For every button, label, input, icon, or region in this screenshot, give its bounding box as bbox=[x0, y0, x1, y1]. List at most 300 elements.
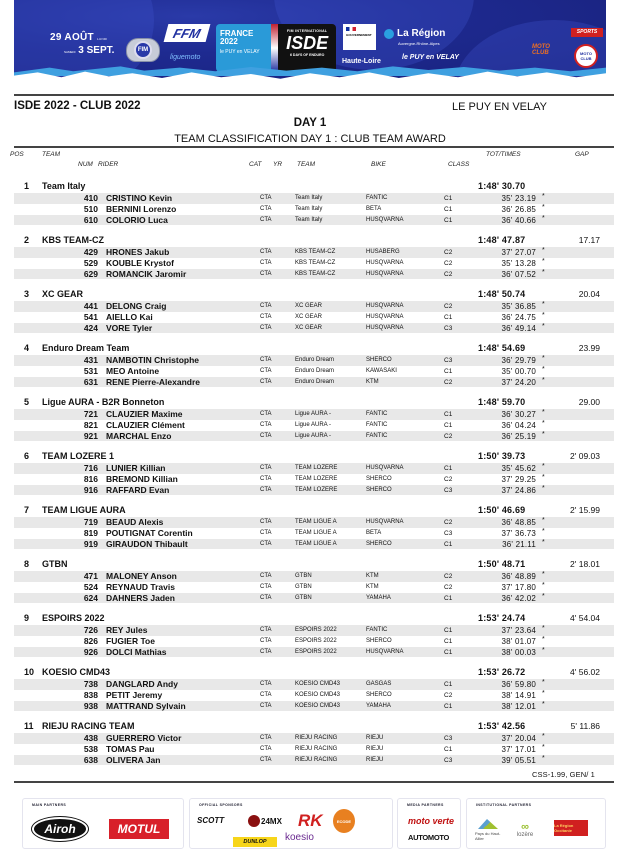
haut-allier-logo bbox=[475, 816, 501, 844]
rider-category: CTA bbox=[260, 249, 272, 255]
rider-time: 36' 26.85 bbox=[501, 204, 536, 214]
team-block bbox=[14, 180, 614, 234]
24mx-logo bbox=[248, 815, 282, 827]
rider-category: CTA bbox=[260, 735, 272, 741]
team-block bbox=[14, 558, 614, 612]
rider-bike: FANTIC bbox=[366, 432, 388, 439]
rider-time: 36' 59.80 bbox=[501, 680, 536, 689]
rider-team: Team Italy bbox=[295, 205, 323, 212]
rider-number: 631 bbox=[83, 376, 98, 387]
rider-bike: FANTIC bbox=[366, 421, 388, 428]
event-dates bbox=[50, 32, 114, 56]
counting-time-mark: * bbox=[542, 538, 545, 546]
rider-row bbox=[14, 647, 614, 658]
official-sponsors-label: OFFICIAL SPONSORS bbox=[199, 803, 243, 807]
team-row bbox=[14, 396, 614, 409]
rider-team: ESPOIRS 2022 bbox=[295, 637, 337, 644]
occitanie-logo: La Région Occitanie bbox=[554, 820, 588, 836]
rider-row bbox=[14, 636, 614, 647]
rider-team: KOESIO CMD43 bbox=[295, 691, 341, 698]
rider-team: TEAM LIGUE A bbox=[295, 540, 337, 547]
rider-row bbox=[14, 247, 614, 258]
rider-number: 629 bbox=[83, 268, 98, 279]
haut-allier-text: Pays du Haut-Allier bbox=[475, 831, 501, 841]
automoto-logo: AUTOMOTO bbox=[408, 833, 450, 842]
official-sponsors-box bbox=[189, 798, 393, 849]
rider-number: 816 bbox=[83, 473, 98, 484]
rider-row bbox=[14, 258, 614, 269]
rider-number: 538 bbox=[83, 743, 98, 754]
date-end-day: SAMEDI bbox=[64, 50, 76, 54]
rider-time: 35' 36.85 bbox=[501, 302, 536, 311]
isde-country: FRANCE bbox=[220, 29, 254, 38]
team-name: RIEJU RACING TEAM bbox=[42, 721, 135, 731]
team-name: Enduro Dream Team bbox=[42, 343, 130, 353]
date-end: 3 SEPT. bbox=[78, 45, 115, 56]
team-block bbox=[14, 612, 614, 666]
rider-row bbox=[14, 625, 614, 636]
isde-wordmark: ISDE bbox=[286, 33, 329, 53]
rider-bike: FANTIC bbox=[366, 411, 388, 417]
rider-name: TOMAS Pau bbox=[106, 743, 155, 754]
rider-name: ROMANCIK Jaromir bbox=[106, 268, 187, 279]
rider-category: CTA bbox=[260, 324, 272, 331]
rider-time: 36' 42.02 bbox=[501, 593, 536, 603]
counting-time-mark: * bbox=[542, 409, 545, 416]
isde-logo bbox=[216, 24, 336, 72]
rider-time: 39' 05.51 bbox=[501, 755, 536, 765]
event-location: LE PUY EN VELAY bbox=[452, 101, 547, 113]
rider-name: BEAUD Alexis bbox=[106, 517, 164, 527]
rider-number: 826 bbox=[83, 635, 98, 646]
rider-time: 35' 00.70 bbox=[501, 366, 536, 376]
rider-name: VORE Tyler bbox=[106, 322, 153, 333]
rider-team: XC GEAR bbox=[295, 313, 323, 320]
team-row bbox=[14, 234, 614, 247]
team-total-time: 1:48' 30.70 bbox=[478, 181, 526, 191]
rider-category: CTA bbox=[260, 195, 272, 201]
rider-team: GTBN bbox=[295, 573, 312, 579]
rider-name: BREMOND Killian bbox=[106, 473, 178, 484]
team-total-time: 1:53' 24.74 bbox=[478, 613, 526, 623]
counting-time-mark: * bbox=[542, 646, 545, 654]
rider-name: GIRAUDON Thibault bbox=[106, 538, 188, 549]
rider-name: RAFFARD Evan bbox=[106, 484, 170, 495]
counting-time-mark: * bbox=[542, 430, 545, 438]
rider-row bbox=[14, 539, 614, 550]
rider-class: C2 bbox=[444, 583, 453, 591]
counting-time-mark: * bbox=[542, 463, 545, 470]
rider-name: COLORIO Luca bbox=[106, 214, 168, 225]
counting-time-mark: * bbox=[542, 419, 545, 427]
counting-time-mark: * bbox=[542, 355, 545, 362]
team-gap: 23.99 bbox=[578, 343, 600, 353]
rider-team: KBS TEAM-CZ bbox=[295, 270, 336, 277]
col-header-gap: GAP bbox=[575, 151, 589, 158]
counting-time-mark: * bbox=[542, 484, 545, 492]
rider-row bbox=[14, 463, 614, 474]
team-gap: 4' 54.04 bbox=[570, 613, 600, 623]
rider-name: RENE Pierre-Alexandre bbox=[106, 376, 201, 387]
rider-team: Team Italy bbox=[295, 195, 323, 201]
ffm-logo bbox=[164, 24, 211, 42]
rider-time: 36' 21.11 bbox=[502, 539, 536, 549]
team-position: 4 bbox=[24, 343, 30, 353]
rider-number: 638 bbox=[83, 754, 98, 765]
rider-category: CTA bbox=[260, 486, 272, 493]
rider-bike: FANTIC bbox=[366, 627, 388, 633]
rider-category: CTA bbox=[260, 648, 272, 655]
rider-class: C2 bbox=[444, 270, 453, 278]
rider-class: C1 bbox=[444, 205, 453, 213]
counting-time-mark: * bbox=[542, 754, 545, 762]
rider-team: KOESIO CMD43 bbox=[295, 702, 341, 709]
rider-category: CTA bbox=[260, 421, 272, 428]
rider-team: TEAM LIGUE A bbox=[295, 519, 337, 525]
gouvernement-logo bbox=[343, 24, 376, 50]
lozere-infinity-icon: ∞ bbox=[521, 821, 529, 833]
isde-tyre-graphic bbox=[271, 24, 278, 72]
team-row bbox=[14, 558, 614, 571]
counting-time-mark: * bbox=[542, 689, 545, 697]
french-flag-icon bbox=[346, 27, 356, 31]
rider-class: C1 bbox=[444, 681, 453, 688]
moto-club-round-logo: MOTO CLUB bbox=[574, 44, 598, 68]
rider-team: XC GEAR bbox=[295, 303, 323, 309]
rider-row bbox=[14, 269, 614, 280]
rider-time: 37' 27.07 bbox=[501, 248, 536, 257]
rider-name: PETIT Jeremy bbox=[106, 689, 163, 700]
team-gap: 20.04 bbox=[578, 289, 600, 299]
team-total-time: 1:48' 59.70 bbox=[478, 397, 526, 407]
rider-time: 36' 49.14 bbox=[501, 323, 536, 333]
rider-team: RIEJU RACING bbox=[295, 745, 338, 752]
counting-time-mark: * bbox=[542, 571, 545, 578]
rider-name: NAMBOTIN Christophe bbox=[106, 355, 200, 365]
rider-time: 36' 07.52 bbox=[501, 269, 536, 279]
rider-number: 541 bbox=[83, 311, 98, 322]
rider-team: ESPOIRS 2022 bbox=[295, 627, 337, 633]
rider-row bbox=[14, 701, 614, 712]
team-name: Ligue AURA - B2R Bonneton bbox=[42, 397, 165, 407]
counting-time-mark: * bbox=[542, 679, 545, 686]
rider-time: 38' 12.01 bbox=[501, 701, 536, 711]
rider-bike: HUSABERG bbox=[366, 249, 400, 255]
rider-bike: GASGAS bbox=[366, 681, 392, 687]
rider-bike: RIEJU bbox=[366, 735, 384, 741]
col-header-team: TEAM bbox=[42, 151, 61, 158]
rider-bike: HUSQVARNA bbox=[366, 648, 404, 655]
rider-number: 916 bbox=[83, 484, 98, 495]
region-text: La Région bbox=[397, 28, 446, 39]
isde-france-panel bbox=[216, 24, 271, 72]
ffm-logo-text: FFM bbox=[171, 25, 203, 41]
airoh-logo: Airoh bbox=[32, 817, 88, 841]
rider-team: TEAM LOZERE bbox=[295, 475, 338, 482]
rider-number: 819 bbox=[83, 527, 98, 538]
rider-category: CTA bbox=[260, 583, 272, 590]
rider-row bbox=[14, 215, 614, 226]
counting-time-mark: * bbox=[542, 473, 545, 481]
rider-row bbox=[14, 377, 614, 388]
main-partners-label: MAIN PARTNERS bbox=[32, 803, 67, 807]
rider-time: 35' 23.19 bbox=[501, 194, 536, 203]
rider-category: CTA bbox=[260, 756, 272, 763]
rider-time: 36' 40.66 bbox=[501, 215, 536, 225]
team-row bbox=[14, 612, 614, 625]
rider-time: 35' 45.62 bbox=[501, 464, 536, 473]
rider-row bbox=[14, 755, 614, 766]
counting-time-mark: * bbox=[542, 193, 545, 200]
rider-row bbox=[14, 582, 614, 593]
rider-bike: HUSQVARNA bbox=[366, 465, 404, 471]
rider-name: BERNINI Lorenzo bbox=[106, 203, 177, 214]
team-name: KBS TEAM-CZ bbox=[42, 235, 104, 245]
rider-bike: KTM bbox=[366, 583, 379, 590]
rider-row bbox=[14, 312, 614, 323]
fim-logo bbox=[126, 38, 160, 62]
rider-time: 36' 48.89 bbox=[501, 572, 536, 581]
isde-subtitle: 6 DAYS OF ENDURO bbox=[290, 53, 325, 57]
rider-team: Enduro Dream bbox=[295, 357, 335, 363]
rider-row bbox=[14, 733, 614, 744]
team-total-time: 1:48' 50.74 bbox=[478, 289, 526, 299]
rider-bike: KAWASAKI bbox=[366, 367, 397, 374]
rider-number: 838 bbox=[83, 689, 98, 700]
rider-class: C1 bbox=[444, 627, 453, 634]
rider-team: Ligue AURA - bbox=[295, 421, 332, 428]
rider-category: CTA bbox=[260, 529, 272, 536]
rider-class: C2 bbox=[444, 432, 453, 440]
media-partners-box bbox=[397, 798, 461, 849]
team-block bbox=[14, 504, 614, 558]
team-name: XC GEAR bbox=[42, 289, 84, 299]
rider-row bbox=[14, 690, 614, 701]
rider-team: KBS TEAM-CZ bbox=[295, 249, 336, 255]
moto-verte-logo: moto verte bbox=[408, 816, 455, 826]
counting-time-mark: * bbox=[542, 700, 545, 708]
rider-category: CTA bbox=[260, 540, 272, 547]
rider-time: 36' 30.27 bbox=[501, 410, 536, 419]
rider-bike: HUSQVARNA bbox=[366, 519, 404, 525]
rk-logo: RK bbox=[298, 811, 323, 830]
isde-black-panel bbox=[278, 24, 336, 72]
team-total-time: 1:53' 42.56 bbox=[478, 721, 526, 731]
rider-row bbox=[14, 366, 614, 377]
team-row bbox=[14, 180, 614, 193]
rider-name: POUTIGNAT Corentin bbox=[106, 527, 193, 538]
rider-class: C1 bbox=[444, 637, 453, 645]
team-gap: 2' 18.01 bbox=[570, 559, 600, 569]
team-position: 11 bbox=[24, 721, 34, 731]
rider-class: C1 bbox=[444, 540, 453, 548]
rider-time: 37' 24.86 bbox=[501, 485, 536, 495]
rider-name: CLAUZIER Clément bbox=[106, 419, 185, 430]
rider-time: 36' 24.75 bbox=[501, 312, 536, 322]
classification-title: TEAM CLASSIFICATION DAY 1 : CLUB TEAM AWARD bbox=[174, 133, 446, 145]
rider-team: GTBN bbox=[295, 583, 312, 590]
rider-name: MEO Antoine bbox=[106, 365, 160, 376]
rider-number: 471 bbox=[83, 571, 98, 581]
event-title: ISDE 2022 - CLUB 2022 bbox=[14, 100, 141, 112]
rider-number: 431 bbox=[83, 355, 98, 365]
counting-time-mark: * bbox=[542, 635, 545, 643]
rider-time: 36' 04.24 bbox=[501, 420, 536, 430]
rider-class: C2 bbox=[444, 573, 453, 580]
team-block bbox=[14, 288, 614, 342]
rider-row bbox=[14, 485, 614, 496]
rider-number: 610 bbox=[83, 214, 98, 225]
team-block bbox=[14, 396, 614, 450]
rider-number: 726 bbox=[83, 625, 98, 635]
rider-class: C3 bbox=[444, 735, 453, 742]
rider-row bbox=[14, 204, 614, 215]
rider-team: KOESIO CMD43 bbox=[295, 681, 341, 687]
dunlop-logo: DUNLOP bbox=[233, 837, 277, 847]
rider-bike: SHERCO bbox=[366, 637, 392, 644]
counting-time-mark: * bbox=[542, 301, 545, 308]
team-block bbox=[14, 666, 614, 720]
team-row bbox=[14, 450, 614, 463]
results-table bbox=[14, 180, 614, 774]
rider-class: C1 bbox=[444, 411, 453, 418]
rider-team: TEAM LIGUE A bbox=[295, 529, 337, 536]
rider-number: 926 bbox=[83, 646, 98, 657]
col-header-num: NUM bbox=[78, 161, 93, 168]
col-header-cat: CAT bbox=[249, 161, 262, 168]
counting-time-mark: * bbox=[542, 257, 545, 265]
rider-name: DAHNERS Jaden bbox=[106, 592, 175, 603]
rider-bike: HUSQVARNA bbox=[366, 216, 404, 223]
team-total-time: 1:50' 46.69 bbox=[478, 505, 526, 515]
date-start: 29 AOÛT bbox=[50, 32, 94, 43]
rider-category: CTA bbox=[260, 594, 272, 601]
rider-name: FUGIER Toe bbox=[106, 635, 155, 646]
team-row bbox=[14, 288, 614, 301]
rider-bike: HUSQVARNA bbox=[366, 270, 404, 277]
rider-team: Enduro Dream bbox=[295, 367, 335, 374]
rider-name: MATTRAND Sylvain bbox=[106, 700, 186, 711]
team-total-time: 1:48' 54.69 bbox=[478, 343, 526, 353]
motul-logo: MOTUL bbox=[109, 819, 169, 839]
rider-time: 37' 36.73 bbox=[501, 528, 536, 538]
rider-class: C1 bbox=[444, 195, 453, 202]
rider-class: C2 bbox=[444, 259, 453, 267]
top-rule bbox=[14, 94, 614, 96]
rider-class: C1 bbox=[444, 465, 453, 472]
rider-number: 919 bbox=[83, 538, 98, 549]
rider-number: 821 bbox=[83, 419, 98, 430]
team-position: 7 bbox=[24, 505, 30, 515]
rider-class: C2 bbox=[444, 303, 453, 310]
rider-name: REY Jules bbox=[106, 625, 148, 635]
rider-bike: KTM bbox=[366, 573, 379, 579]
day-title: DAY 1 bbox=[293, 117, 327, 129]
bottom-rule bbox=[14, 781, 614, 783]
rider-category: CTA bbox=[260, 432, 272, 439]
rider-row bbox=[14, 301, 614, 312]
fim-logo-text: FIM bbox=[134, 41, 152, 59]
team-position: 8 bbox=[24, 559, 30, 569]
document-code: CSS-1.99, GEN/ 1 bbox=[532, 770, 595, 779]
rider-class: C1 bbox=[444, 216, 453, 224]
rider-name: HRONES Jakub bbox=[106, 247, 170, 257]
rider-row bbox=[14, 420, 614, 431]
rider-row bbox=[14, 593, 614, 604]
gouvernement-text: GOUVERNEMENT bbox=[346, 33, 372, 37]
team-name: GTBN bbox=[42, 559, 68, 569]
col-header-rider: RIDER bbox=[98, 161, 119, 168]
team-row bbox=[14, 504, 614, 517]
rider-bike: HUSQVARNA bbox=[366, 303, 404, 309]
rider-name: MALONEY Anson bbox=[106, 571, 177, 581]
le-puy-logo: le PUY en VELAY bbox=[402, 54, 459, 61]
counting-time-mark: * bbox=[542, 527, 545, 535]
rider-category: CTA bbox=[260, 475, 272, 482]
counting-time-mark: * bbox=[542, 733, 545, 740]
rider-team: RIEJU RACING bbox=[295, 735, 338, 741]
team-row bbox=[14, 342, 614, 355]
rider-team: Enduro Dream bbox=[295, 378, 335, 385]
team-gap: 2' 15.99 bbox=[570, 505, 600, 515]
counting-time-mark: * bbox=[542, 743, 545, 751]
rider-class: C1 bbox=[444, 313, 453, 321]
rider-category: CTA bbox=[260, 681, 272, 687]
counting-time-mark: * bbox=[542, 214, 545, 222]
rider-class: C1 bbox=[444, 648, 453, 656]
team-gap: 5' 11.86 bbox=[570, 721, 600, 731]
rider-time: 36' 25.19 bbox=[501, 431, 536, 441]
rider-category: CTA bbox=[260, 745, 272, 752]
rider-time: 38' 14.91 bbox=[501, 690, 536, 700]
rider-number: 719 bbox=[83, 517, 98, 527]
rider-name: OLIVERA Jan bbox=[106, 754, 161, 765]
team-total-time: 1:53' 26.72 bbox=[478, 667, 526, 677]
la-region-logo bbox=[384, 28, 445, 39]
rider-row bbox=[14, 528, 614, 539]
team-name: TEAM LIGUE AURA bbox=[42, 505, 126, 515]
media-partners-label: MEDIA PARTNERS bbox=[407, 803, 444, 807]
rider-bike: BETA bbox=[366, 205, 382, 212]
team-total-time: 1:50' 39.73 bbox=[478, 451, 526, 461]
rider-name: DELONG Craig bbox=[106, 301, 167, 311]
rider-class: C1 bbox=[444, 367, 453, 375]
header-rule bbox=[14, 146, 614, 148]
team-block bbox=[14, 342, 614, 396]
rider-time: 37' 24.20 bbox=[501, 377, 536, 387]
team-gap: 17.17 bbox=[578, 235, 600, 245]
institutional-partners-label: INSTITUTIONAL PARTNERS bbox=[476, 803, 532, 807]
rider-bike: HUSQVARNA bbox=[366, 324, 404, 331]
rider-number: 438 bbox=[83, 733, 98, 743]
rider-category: CTA bbox=[260, 313, 272, 320]
team-name: Team Italy bbox=[42, 181, 86, 191]
rider-row bbox=[14, 744, 614, 755]
rider-team: RIEJU RACING bbox=[295, 756, 338, 763]
rider-row bbox=[14, 679, 614, 690]
col-header-bike: BIKE bbox=[371, 161, 386, 168]
team-block bbox=[14, 720, 614, 774]
rider-category: CTA bbox=[260, 303, 272, 309]
team-gap: 29.00 bbox=[578, 397, 600, 407]
rider-class: C2 bbox=[444, 378, 453, 386]
rider-bike: RIEJU bbox=[366, 756, 384, 763]
counting-time-mark: * bbox=[542, 625, 545, 632]
rider-class: C2 bbox=[444, 519, 453, 526]
team-position: 2 bbox=[24, 235, 30, 245]
rider-class: C3 bbox=[444, 756, 453, 764]
rider-team: ESPOIRS 2022 bbox=[295, 648, 337, 655]
